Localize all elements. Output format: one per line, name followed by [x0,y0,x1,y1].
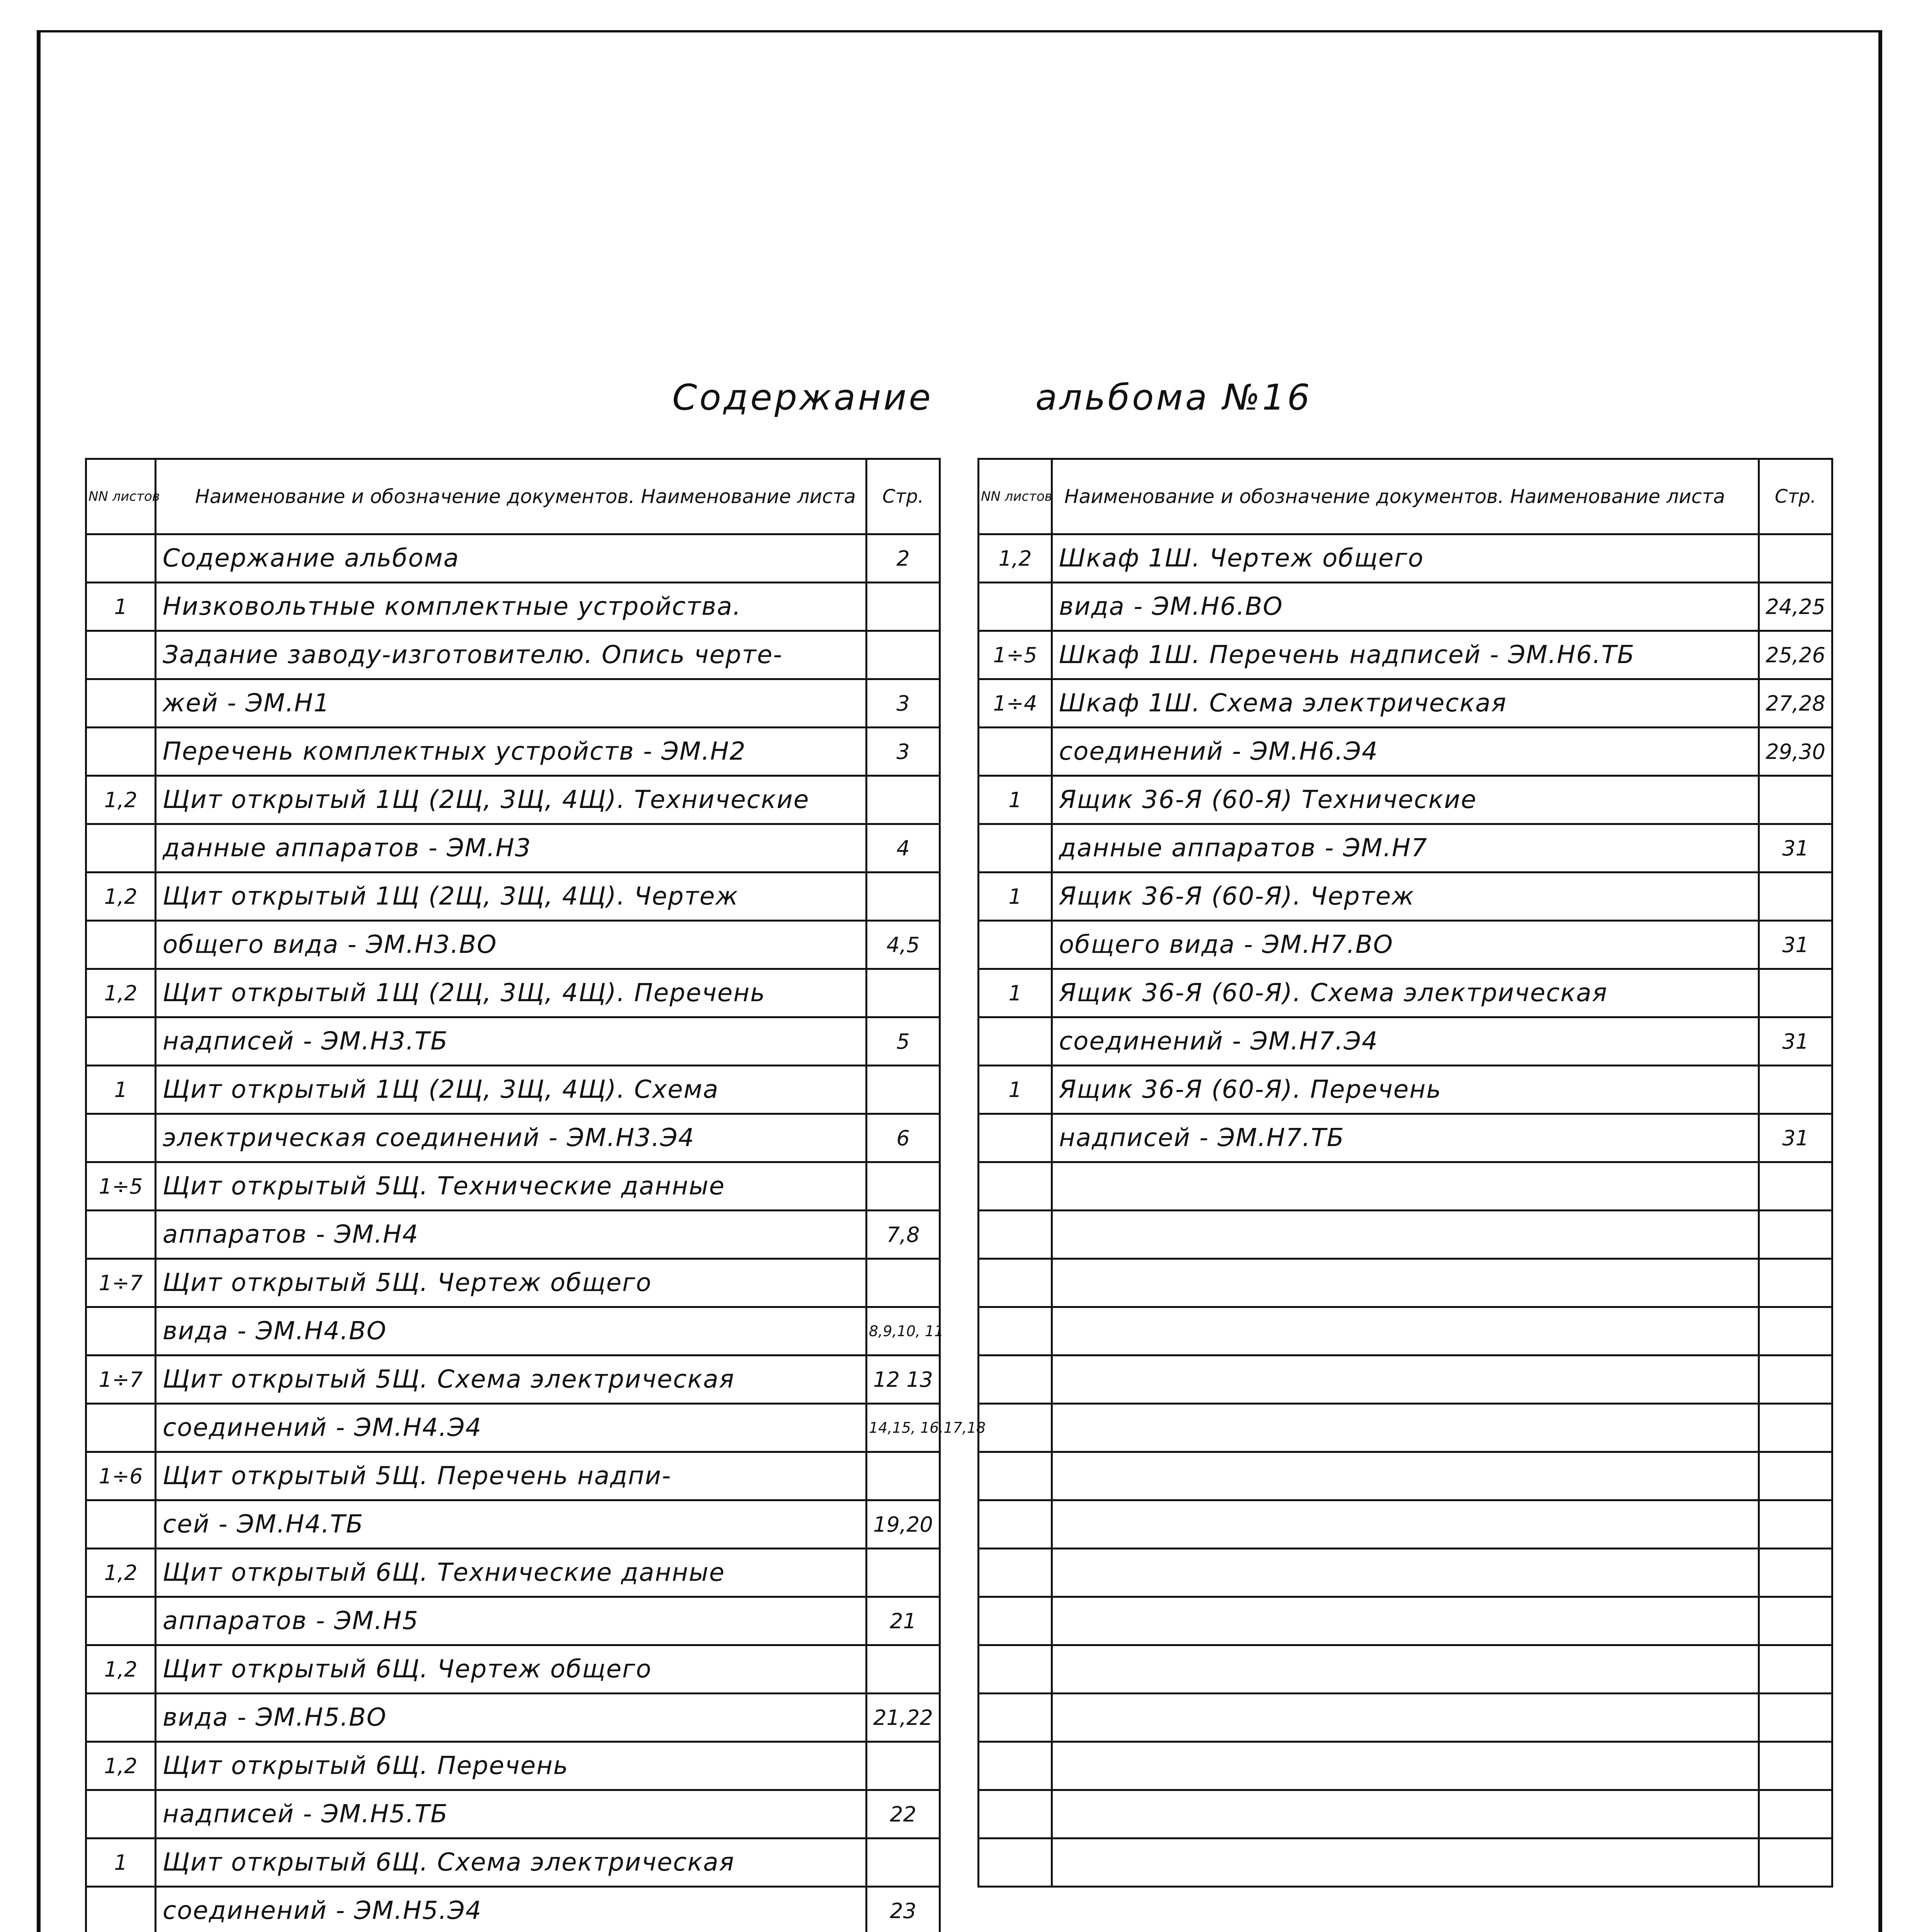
entry-title-cell: Щит открытый 5Щ. Схема электрическая [156,1355,867,1404]
entry-title-cell: вида - ЭМ.Н4.ВО [156,1307,867,1355]
entry-title-cell: данные аппаратов - ЭМ.Н3 [156,824,867,872]
entry-title-cell: соединений - ЭМ.Н7.Э4 [1052,1017,1759,1066]
entry-title-cell: жей - ЭМ.Н1 [156,679,867,728]
sheet-number-cell [979,1017,1052,1066]
table-row [86,1211,940,1259]
entry-title-cell [1052,1597,1759,1645]
table-row [86,583,940,631]
table-row [979,1742,1832,1790]
table-row [86,1404,940,1452]
entry-title-cell [1052,1694,1759,1742]
table-row [979,1114,1832,1162]
page-number-cell [1759,1838,1832,1887]
page-number-cell: 3 [867,728,940,776]
sheet-number-cell [979,1500,1052,1549]
table-row [979,1597,1832,1645]
page-number-cell: 12 13 [867,1355,940,1404]
entry-title-cell [1052,1355,1759,1404]
sheet-number-cell [86,1694,156,1742]
table-row [86,969,940,1017]
entry-title-cell: соединений - ЭМ.Н6.Э4 [1052,728,1759,776]
entry-title-cell [1052,1500,1759,1549]
sheet-number-cell: 1,2 [86,1645,156,1694]
sheet-number-cell: 1 [86,1838,156,1887]
page-number-cell [1759,969,1832,1017]
entry-title-cell [1052,1838,1759,1887]
page-number-cell [1759,776,1832,824]
entry-title-cell: общего вида - ЭМ.Н3.ВО [156,921,867,969]
entry-title-cell: электрическая соединений - ЭМ.Н3.Э4 [156,1114,867,1162]
table-row [979,1017,1832,1066]
sheet-number-cell [979,921,1052,969]
page-number-cell: 21,22 [867,1694,940,1742]
table-row [979,1259,1832,1307]
sheet-number-cell: 1÷5 [86,1162,156,1211]
toc-header-row [86,459,940,534]
sheet-number-cell [979,1259,1052,1307]
table-row [979,872,1832,921]
entry-title-cell: Ящик 36-Я (60-Я). Схема электрическая [1052,969,1759,1017]
sheet-number-cell [979,1211,1052,1259]
page-number-cell [1759,1259,1832,1307]
page-number-cell [1759,1355,1832,1404]
entry-title-cell: Щит открытый 1Щ (2Щ, 3Щ, 4Щ). Чертеж [156,872,867,921]
table-row [979,583,1832,631]
sheet-number-cell: 1,2 [86,1742,156,1790]
table-row [979,1355,1832,1404]
entry-title-cell: данные аппаратов - ЭМ.Н7 [1052,824,1759,872]
sheet-number-cell [979,1597,1052,1645]
entry-title-cell: сей - ЭМ.Н4.ТБ [156,1500,867,1549]
entry-title-cell: Шкаф 1Ш. Перечень надписей - ЭМ.Н6.ТБ [1052,631,1759,679]
sheet-number-cell: 1 [979,1066,1052,1114]
table-row [86,1838,940,1887]
toc-header-row [979,459,1832,534]
table-row [86,1645,940,1694]
page-number-cell [867,1259,940,1307]
entry-title-cell: Щит открытый 1Щ (2Щ, 3Щ, 4Щ). Схема [156,1066,867,1114]
table-row [86,534,940,583]
page-number-cell: 31 [1759,1017,1832,1066]
sheet-number-cell [979,728,1052,776]
page-number-cell: 27,28 [1759,679,1832,728]
sheet-number-cell [86,631,156,679]
sheet-number-cell: 1,2 [979,534,1052,583]
entry-title-cell: вида - ЭМ.Н6.ВО [1052,583,1759,631]
table-row [979,1307,1832,1355]
page-number-cell: 3 [867,679,940,728]
sheet-number-cell: 1 [979,872,1052,921]
page-number-cell [867,1162,940,1211]
page-number-cell: 5 [867,1017,940,1066]
sheet-number-cell [979,1645,1052,1694]
page-number-cell [867,1838,940,1887]
entry-title-cell: соединений - ЭМ.Н4.Э4 [156,1404,867,1452]
col-sheets-header: NN листов [86,459,156,534]
page-number-cell [1759,1742,1832,1790]
table-row [86,1694,940,1742]
page-number-cell: 24,25 [1759,583,1832,631]
page-number-cell: 4 [867,824,940,872]
entry-title-cell [1052,1404,1759,1452]
sheet-number-cell [86,921,156,969]
table-row [86,824,940,872]
page-number-cell [1759,1500,1832,1549]
page-number-cell [1759,1404,1832,1452]
entry-title-cell [1052,1452,1759,1500]
table-row [86,631,940,679]
page-number-cell [867,583,940,631]
sheet-number-cell: 1,2 [86,1549,156,1597]
entry-title-cell [1052,1742,1759,1790]
sheet-number-cell [979,1307,1052,1355]
entry-title-cell: Щит открытый 6Щ. Технические данные [156,1549,867,1597]
sheet-number-cell [979,1694,1052,1742]
table-row [86,1017,940,1066]
page-number-cell [1759,1645,1832,1694]
sheet-number-cell: 1 [86,1066,156,1114]
table-row [86,1307,940,1355]
page-number-cell: 31 [1759,921,1832,969]
page-number-cell [867,776,940,824]
entry-title-cell: Щит открытый 6Щ. Чертеж общего [156,1645,867,1694]
sheet-number-cell [979,1404,1052,1452]
entry-title-cell: Щит открытый 5Щ. Технические данные [156,1162,867,1211]
sheet-number-cell [86,1211,156,1259]
col-page-header: Стр. [867,459,940,534]
entry-title-cell [1052,1259,1759,1307]
page-title-left: Содержание [672,377,933,418]
table-row [979,1694,1832,1742]
sheet-number-cell: 1÷4 [979,679,1052,728]
table-row [86,1452,940,1500]
entry-title-cell: Низковольтные комплектные устройства. [156,583,867,631]
page-number-cell [1759,1694,1832,1742]
entry-title-cell [1052,1211,1759,1259]
page-number-cell [1759,1066,1832,1114]
table-row [979,921,1832,969]
entry-title-cell: Задание заводу-изготовителю. Опись черте- [156,631,867,679]
sheet-number-cell [86,1790,156,1838]
col-sheets-header: NN листов [979,459,1052,534]
page-number-cell: 14,15, 16,17,18 [867,1404,940,1452]
table-row [979,969,1832,1017]
entry-title-cell [1052,1307,1759,1355]
page-number-cell [867,631,940,679]
toc-table-left [85,458,986,1932]
col-name-header: Наименование и обозначение документов. Наименование листа [1052,459,1759,534]
entry-title-cell: надписей - ЭМ.Н5.ТБ [156,1790,867,1838]
entry-title-cell: надписей - ЭМ.Н3.ТБ [156,1017,867,1066]
page-number-cell [867,969,940,1017]
sheet-number-cell [86,1597,156,1645]
sheet-number-cell: 1÷6 [86,1452,156,1500]
page-number-cell: 7,8 [867,1211,940,1259]
sheet-number-cell: 1,2 [86,969,156,1017]
table-row [979,728,1832,776]
table-row [979,1549,1832,1597]
page-number-cell [1759,872,1832,921]
table-row [86,872,940,921]
sheet-number-cell [86,1017,156,1066]
entry-title-cell: Ящик 36-Я (60-Я) Технические [1052,776,1759,824]
table-row [86,1790,940,1838]
entry-title-cell: Перечень комплектных устройств - ЭМ.Н2 [156,728,867,776]
table-row [979,1404,1832,1452]
sheet-number-cell [979,583,1052,631]
sheet-number-cell: 1 [979,969,1052,1017]
entry-title-cell [1052,1549,1759,1597]
table-row [86,921,940,969]
page-number-cell [867,1645,940,1694]
page-number-cell: 22 [867,1790,940,1838]
page-number-cell [867,1549,940,1597]
table-row [86,728,940,776]
page-number-cell: 4,5 [867,921,940,969]
table-row [979,776,1832,824]
table-row [979,1790,1832,1838]
page-number-cell: 19,20 [867,1500,940,1549]
table-row [86,776,940,824]
page-title-right: альбома №16 [1035,377,1312,418]
table-row [979,824,1832,872]
sheet-number-cell: 1÷7 [86,1259,156,1307]
page-number-cell: 6 [867,1114,940,1162]
page-number-cell: 31 [1759,824,1832,872]
toc-table-right [977,458,1833,1888]
sheet-number-cell [86,1500,156,1549]
sheet-number-cell: 1÷5 [979,631,1052,679]
table-row [979,679,1832,728]
table-row [979,1211,1832,1259]
table-row [86,1549,940,1597]
sheet-number-cell: 1÷7 [86,1355,156,1404]
sheet-number-cell: 1,2 [86,776,156,824]
entry-title-cell: Щит открытый 5Щ. Перечень надпи- [156,1452,867,1500]
sheet-number-cell [86,1114,156,1162]
sheet-number-cell: 1,2 [86,872,156,921]
table-row [86,1355,940,1404]
page-number-cell [1759,1452,1832,1500]
table-row [86,1500,940,1549]
entry-title-cell: Щит открытый 6Щ. Схема электрическая [156,1838,867,1887]
sheet-number-cell [86,1887,156,1932]
page-number-cell [867,1742,940,1790]
sheet-number-cell [979,1838,1052,1887]
entry-title-cell: вида - ЭМ.Н5.ВО [156,1694,867,1742]
sheet-number-cell [86,728,156,776]
table-row [86,679,940,728]
page-number-cell: 25,26 [1759,631,1832,679]
sheet-number-cell [979,824,1052,872]
entry-title-cell [1052,1645,1759,1694]
page-number-cell: 8,9,10, 11 [867,1307,940,1355]
sheet-number-cell [979,1452,1052,1500]
entry-title-cell: Щит открытый 5Щ. Чертеж общего [156,1259,867,1307]
table-row [86,1114,940,1162]
sheet-number-cell: 1 [86,583,156,631]
page-number-cell: 31 [1759,1114,1832,1162]
table-row [86,1887,940,1932]
entry-title-cell: надписей - ЭМ.Н7.ТБ [1052,1114,1759,1162]
table-row [86,1259,940,1307]
sheet-number-cell [979,1790,1052,1838]
page-number-cell [867,1066,940,1114]
table-row [86,1066,940,1114]
sheet-number-cell [979,1114,1052,1162]
page-number-cell [1759,1307,1832,1355]
entry-title-cell: аппаратов - ЭМ.Н4 [156,1211,867,1259]
table-row [979,1838,1832,1887]
table-row [979,1162,1832,1211]
table-row [979,534,1832,583]
entry-title-cell: Ящик 36-Я (60-Я). Перечень [1052,1066,1759,1114]
page-number-cell [1759,1790,1832,1838]
page-number-cell [1759,1162,1832,1211]
entry-title-cell: Ящик 36-Я (60-Я). Чертеж [1052,872,1759,921]
sheet-number-cell [86,534,156,583]
entry-title-cell: Щит открытый 1Щ (2Щ, 3Щ, 4Щ). Перечень [156,969,867,1017]
sheet-number-cell [979,1355,1052,1404]
entry-title-cell [1052,1790,1759,1838]
entry-title-cell: Щит открытый 6Щ. Перечень [156,1742,867,1790]
sheet-number-cell: 1 [979,776,1052,824]
page-number-cell: 2 [867,534,940,583]
table-row [86,1597,940,1645]
page-number-cell [1759,1597,1832,1645]
table-row [979,1452,1832,1500]
sheet-number-cell [86,1307,156,1355]
col-name-header: Наименование и обозначение документов. Наименование листа [156,459,867,534]
page-number-cell: 21 [867,1597,940,1645]
toc-body-left [86,534,986,1932]
entry-title-cell: соединений - ЭМ.Н5.Э4 [156,1887,867,1932]
entry-title-cell: аппаратов - ЭМ.Н5 [156,1597,867,1645]
sheet-number-cell [979,1549,1052,1597]
table-row [979,1500,1832,1549]
page-number-cell [1759,534,1832,583]
sheet-number-cell [979,1162,1052,1211]
toc-body-right [979,534,1832,1887]
table-row [979,631,1832,679]
entry-title-cell: общего вида - ЭМ.Н7.ВО [1052,921,1759,969]
col-page-header: Стр. [1759,459,1832,534]
table-row [86,1162,940,1211]
table-row [86,1742,940,1790]
page-number-cell [1759,1211,1832,1259]
entry-title-cell: Содержание альбома [156,534,867,583]
sheet-number-cell [979,1742,1052,1790]
page-number-cell: 29,30 [1759,728,1832,776]
entry-title-cell: Щит открытый 1Щ (2Щ, 3Щ, 4Щ). Технические [156,776,867,824]
entry-title-cell: Шкаф 1Ш. Чертеж общего [1052,534,1759,583]
table-row [979,1066,1832,1114]
entry-title-cell [1052,1162,1759,1211]
table-row [979,1645,1832,1694]
sheet-number-cell [86,1404,156,1452]
sheet-number-cell [86,824,156,872]
page-number-cell: 23 [867,1887,940,1932]
page-number-cell [867,1452,940,1500]
sheet-number-cell [86,679,156,728]
entry-title-cell: Шкаф 1Ш. Схема электрическая [1052,679,1759,728]
page-number-cell [867,872,940,921]
page-number-cell [1759,1549,1832,1597]
